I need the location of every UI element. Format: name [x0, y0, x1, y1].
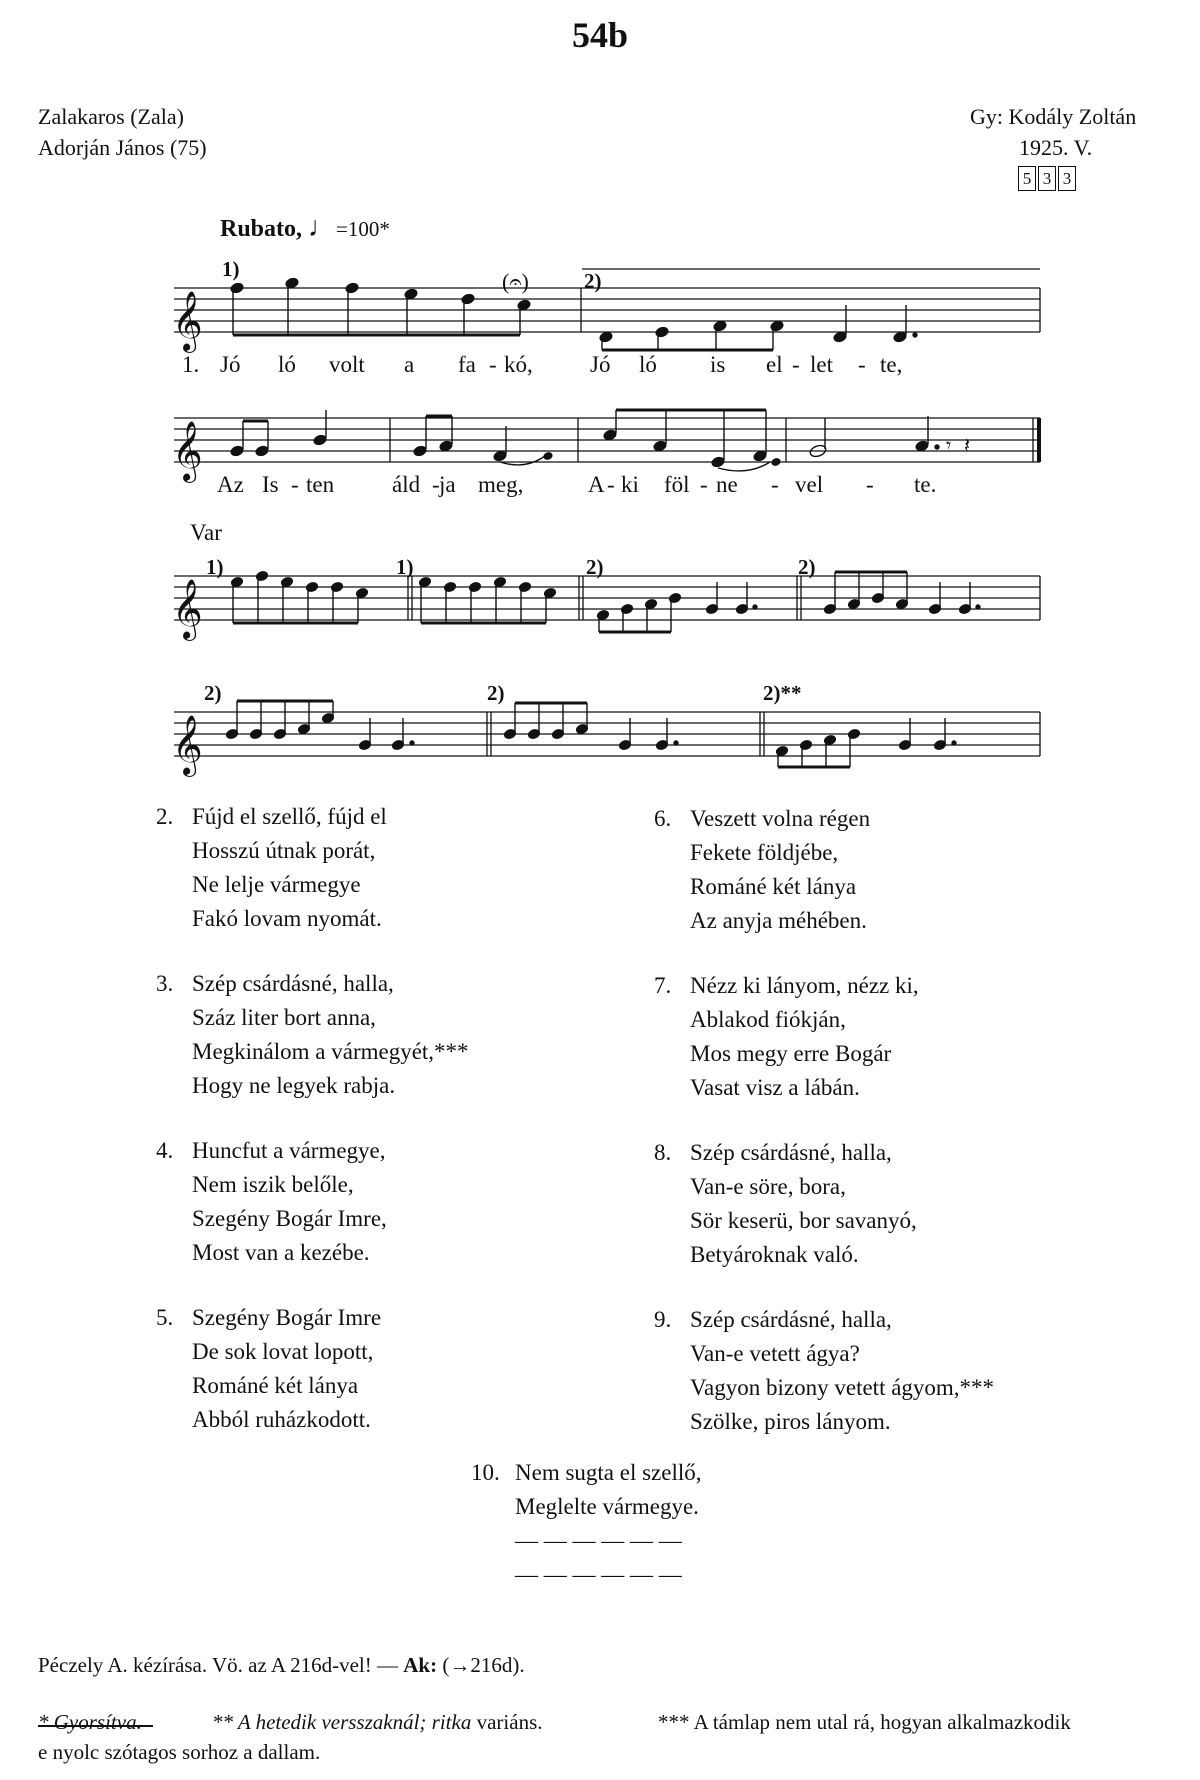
- marker: 2)**: [763, 681, 802, 705]
- stanza-line: Fakó lovam nyomát.: [192, 906, 382, 931]
- lyric-syllable: ten: [306, 472, 335, 497]
- lyric-syllable: Az: [217, 472, 244, 497]
- lyric-syllable: -: [607, 472, 615, 497]
- stanza-line: Szép csárdásné, halla,: [192, 971, 394, 996]
- singer: Adorján János (75): [38, 135, 207, 160]
- staff-1: [174, 288, 1040, 332]
- lyric-syllable: -: [291, 472, 299, 497]
- stanza-10: [471, 1456, 702, 1592]
- quarter-note-icon: ♩: [308, 212, 337, 243]
- stanza-number: 3.: [156, 971, 174, 996]
- variants-label: Var: [190, 520, 222, 545]
- lyric-syllable: -: [792, 352, 800, 377]
- stanza-line: Megkinálom a vármegyét,***: [192, 1039, 469, 1064]
- stanza-number: 2.: [156, 804, 174, 829]
- page-title: 54b: [571, 15, 629, 55]
- marker: 2): [798, 555, 816, 579]
- stanza-6: [654, 802, 871, 938]
- stanza-line: Mos megy erre Bogár: [690, 1041, 892, 1066]
- code-box: 3: [1058, 166, 1076, 191]
- stanza-4: [156, 1134, 387, 1270]
- stanza-line: Hosszú útnak porát,: [192, 838, 376, 863]
- code-box: 5: [1018, 166, 1036, 191]
- stanza-number: 5.: [156, 1305, 174, 1330]
- stanza-line: Betyároknak való.: [690, 1242, 859, 1267]
- stanza-line: Nem iszik belőle,: [192, 1172, 354, 1197]
- lyric-syllable: ki: [621, 472, 639, 497]
- stanza-line: Van-e vetett ágya?: [690, 1341, 860, 1366]
- stanza-line: Van-e söre, bora,: [690, 1174, 846, 1199]
- stanza-line: Száz liter bort anna,: [192, 1005, 376, 1030]
- lyric-syllable: -: [866, 472, 874, 497]
- lyric-syllable: -: [700, 472, 708, 497]
- lyric-syllable: fa: [458, 352, 476, 377]
- stanza-7: [654, 969, 919, 1105]
- lyric-syllable: A: [588, 472, 605, 497]
- footnote-2: ** A hetedik versszaknál; ritka variáns.: [212, 1710, 543, 1734]
- fermata-icon: (𝄐): [502, 269, 529, 294]
- tempo-value: =100*: [336, 217, 390, 241]
- tempo-label: Rubato,: [220, 216, 303, 242]
- stanza-line: Szép csárdásné, halla,: [690, 1307, 892, 1332]
- stanza-line: Vasat visz a lábán.: [690, 1075, 860, 1100]
- source-note: [38, 1650, 525, 1680]
- lyric-syllable: 1.: [182, 352, 200, 377]
- stanza-line: Veszett volna régen: [690, 806, 871, 831]
- stanza-line: Románé két lánya: [192, 1373, 359, 1398]
- stanza-line: Vagyon bizony vetett ágyom,***: [690, 1375, 995, 1400]
- stanza-line: Nézz ki lányom, nézz ki,: [690, 973, 919, 998]
- stanza-line: Nem sugta el szellő,: [515, 1460, 702, 1485]
- stanza-line: Szegény Bogár Imre: [192, 1305, 382, 1330]
- lyric-syllable: ló: [639, 352, 657, 377]
- stanza-line: Az anyja méhében.: [690, 908, 867, 933]
- rest-icon: 𝄽: [964, 433, 971, 457]
- stanza-8: [654, 1136, 917, 1272]
- lyric-syllable: ja: [439, 472, 456, 497]
- footnote-1: * Gyorsítva.: [38, 1710, 142, 1734]
- stanza-line: Szegény Bogár Imre,: [192, 1206, 387, 1231]
- collection-date: 1925. V.: [1019, 135, 1093, 160]
- stanza-number: 9.: [654, 1307, 672, 1332]
- stanza-line: Szölke, piros lányom.: [690, 1409, 891, 1434]
- marker: 2): [586, 555, 604, 579]
- stanza-5: [156, 1301, 382, 1437]
- source-ak: Ak:: [403, 1653, 438, 1677]
- lyric-syllable: vel: [795, 472, 824, 497]
- music-notation: [0, 0, 1200, 800]
- omission-dashes: — — — — — —: [515, 1562, 682, 1587]
- stanza-2: [156, 800, 387, 936]
- lyric-syllable: a: [404, 352, 415, 377]
- source-ref: (→216d).: [437, 1653, 525, 1677]
- lyric-syllable: föl: [664, 472, 690, 497]
- stanza-line: De sok lovat lopott,: [192, 1339, 374, 1364]
- lyric-syllable: kó,: [504, 352, 533, 377]
- lyric-syllable: -: [432, 472, 440, 497]
- lyric-syllable: is: [710, 352, 726, 377]
- marker: 1): [396, 555, 414, 579]
- lyric-syllable: el: [766, 352, 783, 377]
- stanza-number: 8.: [654, 1140, 672, 1165]
- stanza-number: 10.: [471, 1460, 500, 1485]
- marker: 2): [584, 269, 602, 293]
- stanza-line: Most van a kezébe.: [192, 1240, 370, 1265]
- stanza-3: [156, 967, 469, 1103]
- treble-clef-icon: 𝄞: [172, 579, 203, 639]
- lyric-syllable: ne: [716, 472, 738, 497]
- marker: 1): [222, 257, 240, 281]
- stanza-line: Fújd el szellő, fújd el: [192, 804, 387, 829]
- lyric-syllable: -: [858, 352, 866, 377]
- lyric-syllable: volt: [329, 352, 365, 377]
- treble-clef-icon: 𝄞: [172, 291, 203, 351]
- stanza-line: Huncfut a vármegye,: [192, 1138, 386, 1163]
- stanza-9: [654, 1303, 995, 1439]
- lyric-syllable: te,: [880, 352, 903, 377]
- lyric-syllable: Is: [262, 472, 279, 497]
- collector: Gy: Kodály Zoltán: [970, 104, 1137, 129]
- code-box: 3: [1038, 166, 1056, 191]
- lyric-syllable: -: [771, 472, 779, 497]
- stanza-number: 4.: [156, 1138, 174, 1163]
- stanza-line: Fekete földjébe,: [690, 840, 839, 865]
- rest-icon: 𝄾: [946, 433, 952, 457]
- lyric-syllable: meg,: [478, 472, 524, 497]
- staff-2: [174, 418, 1040, 462]
- lyric-syllable: Jó: [220, 352, 241, 377]
- lyric-syllable: áld: [392, 472, 421, 497]
- stanza-line: Ablakod fiókján,: [690, 1007, 846, 1032]
- stanza-number: 7.: [654, 973, 672, 998]
- stanza-line: Szép csárdásné, halla,: [690, 1140, 892, 1165]
- treble-clef-icon: 𝄞: [172, 715, 203, 775]
- stanza-line: Sör keserü, bor savanyó,: [690, 1208, 917, 1233]
- lyric-syllable: te.: [914, 472, 937, 497]
- marker: 2): [204, 681, 222, 705]
- omission-dashes: — — — — — —: [515, 1528, 682, 1553]
- place: Zalakaros (Zala): [38, 104, 184, 129]
- stanza-line: Abból ruházkodott.: [192, 1407, 371, 1432]
- marker: 1): [206, 555, 224, 579]
- stanza-line: Hogy ne legyek rabja.: [192, 1073, 396, 1098]
- notes-staff-3: [230, 570, 980, 632]
- marker: 2): [487, 681, 505, 705]
- lyric-syllable: Jó: [590, 352, 611, 377]
- footnote-3-continued: e nyolc szótagos sorhoz a dallam.: [38, 1740, 321, 1764]
- lyric-syllable: ló: [278, 352, 296, 377]
- stanza-line: Románé két lánya: [690, 874, 857, 899]
- stanza-number: 6.: [654, 806, 672, 831]
- lyric-syllable: let: [810, 352, 833, 377]
- lyric-syllable: -: [489, 352, 497, 377]
- source-text: Péczely A. kézírása. Vö. az A 216d-vel! —: [38, 1653, 404, 1677]
- stanza-line: Ne lelje vármegye: [192, 872, 361, 897]
- stanza-line: Meglelte vármegye.: [515, 1494, 699, 1519]
- treble-clef-icon: 𝄞: [172, 421, 203, 481]
- footnote-3: *** A támlap nem utal rá, hogyan alkalmazkodik: [658, 1710, 1071, 1734]
